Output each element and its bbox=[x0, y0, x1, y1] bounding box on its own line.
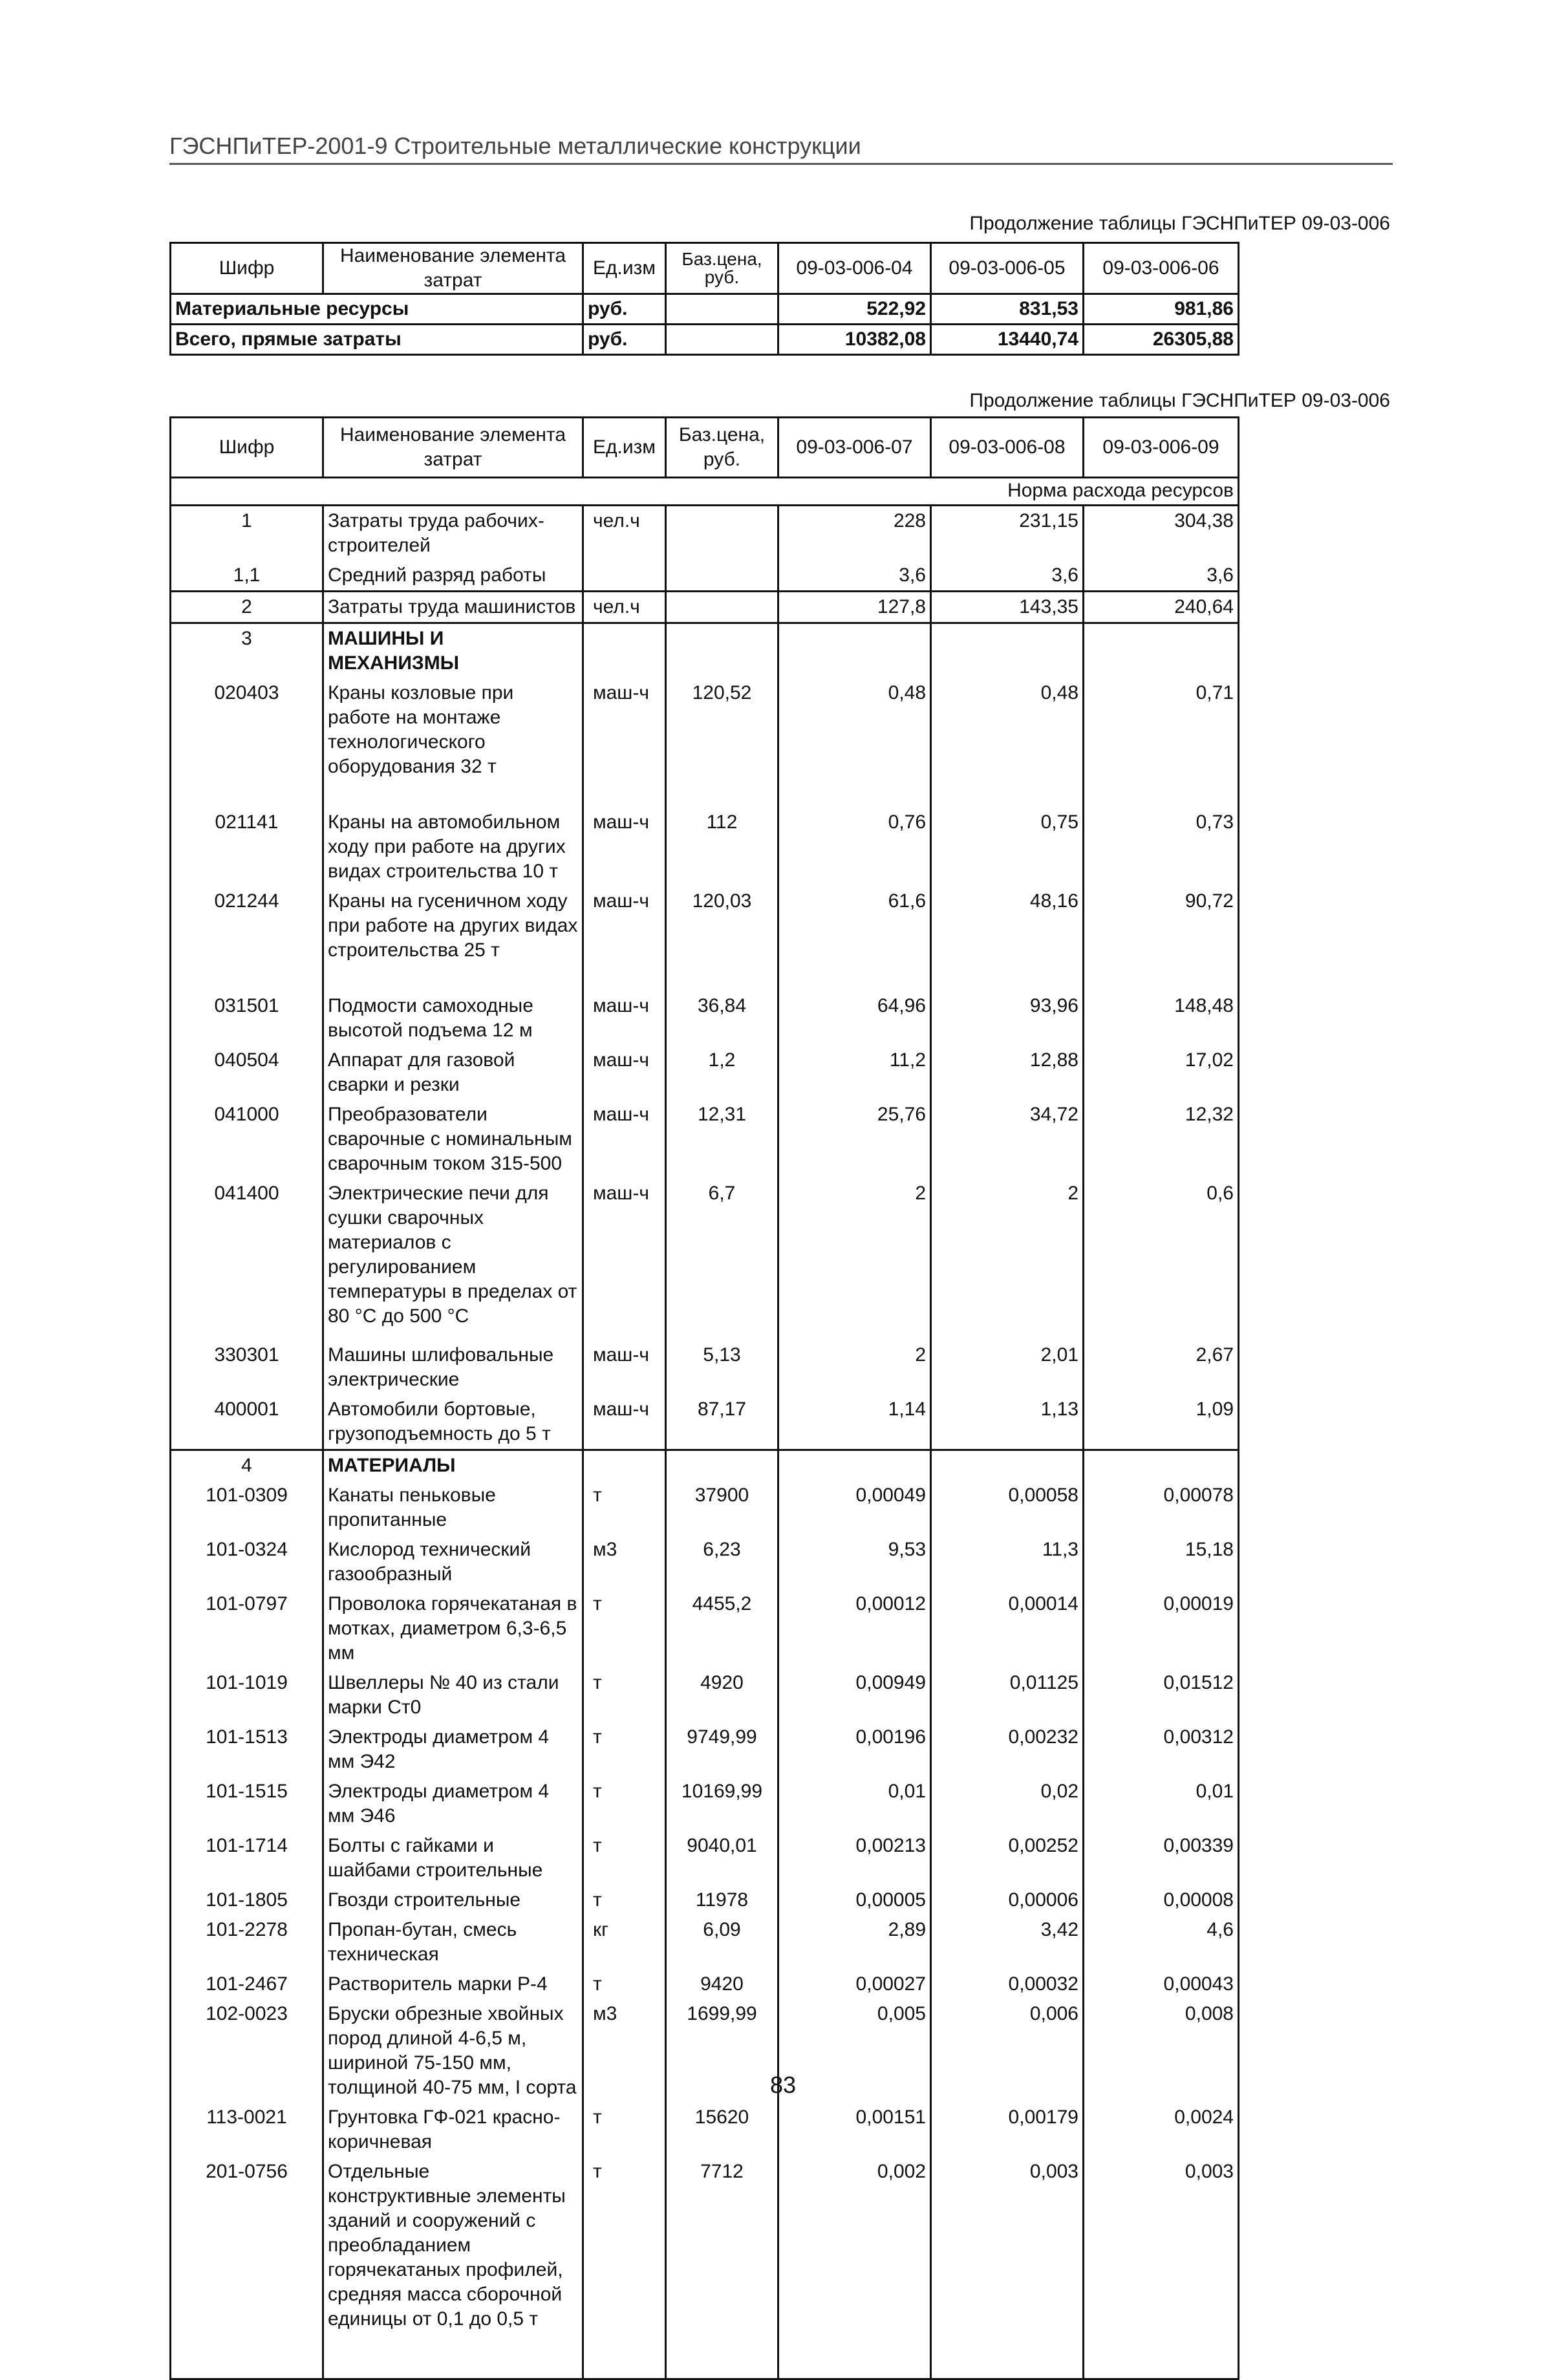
col-header-norm-05: 09-03-006-05 bbox=[931, 243, 1084, 294]
col-header-code: Шифр bbox=[171, 243, 323, 294]
row-unit: маш-ч bbox=[583, 1045, 666, 1100]
row-value-07: 0,005 bbox=[778, 1999, 931, 2103]
row-value-07: 3,6 bbox=[778, 561, 931, 592]
row-price: 37900 bbox=[666, 1481, 778, 1535]
row-price: 9040,01 bbox=[666, 1831, 778, 1885]
row-unit: т bbox=[583, 1589, 666, 1668]
row-price bbox=[666, 1450, 778, 1481]
row-code: 101-1513 bbox=[171, 1722, 323, 1777]
row-value-09: 17,02 bbox=[1084, 1045, 1239, 1100]
row-value-05: 13440,74 bbox=[931, 325, 1084, 355]
table-row bbox=[171, 1100, 1239, 1179]
table-row bbox=[171, 1722, 1239, 1777]
norm-label-row bbox=[171, 478, 1239, 506]
row-value-09: 0,00043 bbox=[1084, 1969, 1239, 1999]
row-value-09: 90,72 bbox=[1084, 886, 1239, 991]
row-value-09: 148,48 bbox=[1084, 991, 1239, 1045]
row-price: 11978 bbox=[666, 1885, 778, 1915]
row-price bbox=[666, 506, 778, 561]
page-number: 83 bbox=[769, 2072, 797, 2098]
row-price: 87,17 bbox=[666, 1395, 778, 1450]
row-value-08 bbox=[931, 1450, 1084, 1481]
row-value-08: 0,00179 bbox=[931, 2103, 1084, 2157]
table1-header-row bbox=[171, 243, 1239, 294]
col-header-price: Баз.цена, руб. bbox=[666, 418, 778, 478]
table-row bbox=[171, 1179, 1239, 1340]
row-code: 101-1805 bbox=[171, 1885, 323, 1915]
row-name: Бруски обрезные хвойных пород длиной 4-6,5 м, шириной 75-150 мм, толщиной 40-75 мм, I сорта bbox=[323, 1999, 583, 2103]
row-code: 101-1714 bbox=[171, 1831, 323, 1885]
row-unit: т bbox=[583, 1831, 666, 1885]
row-value-07: 2 bbox=[778, 1340, 931, 1395]
row-code: 041000 bbox=[171, 1100, 323, 1179]
row-value-09: 0,0024 bbox=[1084, 2103, 1239, 2157]
row-value-08: 0,00232 bbox=[931, 1722, 1084, 1777]
row-value-08: 0,01125 bbox=[931, 1668, 1084, 1722]
row-value-09: 0,00078 bbox=[1084, 1481, 1239, 1535]
col-header-price: Баз.цена, руб. bbox=[666, 243, 778, 294]
row-value-09: 0,73 bbox=[1084, 808, 1239, 886]
row-code: 040504 bbox=[171, 1045, 323, 1100]
table2-caption: Продолжение таблицы ГЭСНПиТЕР 09-03-006 bbox=[969, 390, 1390, 411]
row-value-07: 61,6 bbox=[778, 886, 931, 991]
row-value-08: 3,6 bbox=[931, 561, 1084, 592]
row-value-07: 0,76 bbox=[778, 808, 931, 886]
row-value-08: 0,003 bbox=[931, 2157, 1084, 2334]
row-value-07: 0,00049 bbox=[778, 1481, 931, 1535]
row-name: Растворитель марки Р-4 bbox=[323, 1969, 583, 1999]
row-name: МАТЕРИАЛЫ bbox=[323, 1450, 583, 1481]
row-value-04: 10382,08 bbox=[778, 325, 931, 355]
row-unit: т bbox=[583, 1777, 666, 1831]
row-value-09: 3,6 bbox=[1084, 561, 1239, 592]
table-row bbox=[171, 1535, 1239, 1589]
table-row bbox=[171, 561, 1239, 592]
row-price bbox=[666, 325, 778, 355]
table-row bbox=[171, 1395, 1239, 1450]
row-value-07: 228 bbox=[778, 506, 931, 561]
col-header-norm-04: 09-03-006-04 bbox=[778, 243, 931, 294]
row-price: 4455,2 bbox=[666, 1589, 778, 1668]
row-value-09: 0,00008 bbox=[1084, 1885, 1239, 1915]
table2-header-row bbox=[171, 418, 1239, 478]
row-unit: руб. bbox=[583, 325, 666, 355]
row-code: 3 bbox=[171, 623, 323, 679]
row-code: 102-0023 bbox=[171, 1999, 323, 2103]
row-unit: маш-ч bbox=[583, 1100, 666, 1179]
row-value-09: 240,64 bbox=[1084, 592, 1239, 623]
table-row bbox=[171, 1885, 1239, 1915]
row-value-08: 34,72 bbox=[931, 1100, 1084, 1179]
row-value-08: 0,00014 bbox=[931, 1589, 1084, 1668]
table-row bbox=[171, 886, 1239, 991]
row-value-07 bbox=[778, 1450, 931, 1481]
row-code: 020403 bbox=[171, 678, 323, 808]
row-value-07: 2,89 bbox=[778, 1915, 931, 1969]
row-value-09: 2,67 bbox=[1084, 1340, 1239, 1395]
row-name: Краны козловые при работе на монтаже технологического оборудования 32 т bbox=[323, 678, 583, 808]
row-name: Материальные ресурсы bbox=[171, 294, 583, 325]
row-price: 6,7 bbox=[666, 1179, 778, 1340]
row-value-09: 0,01512 bbox=[1084, 1668, 1239, 1722]
row-value-09: 12,32 bbox=[1084, 1100, 1239, 1179]
row-value-07: 9,53 bbox=[778, 1535, 931, 1589]
row-value-08: 93,96 bbox=[931, 991, 1084, 1045]
row-price: 10169,99 bbox=[666, 1777, 778, 1831]
row-value-08: 0,00032 bbox=[931, 1969, 1084, 1999]
row-value-08: 11,3 bbox=[931, 1535, 1084, 1589]
row-price: 15620 bbox=[666, 2103, 778, 2157]
page-header: ГЭСНПиТЕР-2001-9 Строительные металлические конструкции bbox=[169, 132, 1393, 165]
row-value-09: 0,00019 bbox=[1084, 1589, 1239, 1668]
table-row bbox=[171, 678, 1239, 808]
row-unit: маш-ч bbox=[583, 1340, 666, 1395]
col-header-name: Наименование элемента затрат bbox=[323, 418, 583, 478]
row-code: 041400 bbox=[171, 1179, 323, 1340]
row-name: Кислород технический газообразный bbox=[323, 1535, 583, 1589]
row-value-09: 0,003 bbox=[1084, 2157, 1239, 2334]
table-row bbox=[171, 1045, 1239, 1100]
row-value-07: 64,96 bbox=[778, 991, 931, 1045]
summary-table bbox=[169, 242, 1239, 356]
row-price bbox=[666, 623, 778, 679]
table-row bbox=[171, 506, 1239, 561]
row-value-09 bbox=[1084, 623, 1239, 679]
row-code: 113-0021 bbox=[171, 2103, 323, 2157]
table-filler-row bbox=[171, 2334, 1239, 2379]
row-value-08: 0,006 bbox=[931, 1999, 1084, 2103]
row-value-07: 127,8 bbox=[778, 592, 931, 623]
col-header-norm-09: 09-03-006-09 bbox=[1084, 418, 1239, 478]
row-value-08: 0,75 bbox=[931, 808, 1084, 886]
row-value-07: 0,00027 bbox=[778, 1969, 931, 1999]
row-name: Краны на автомобильном ходу при работе на других видах строительства 10 т bbox=[323, 808, 583, 886]
row-code: 021244 bbox=[171, 886, 323, 991]
row-value-08: 2,01 bbox=[931, 1340, 1084, 1395]
table-row bbox=[171, 2103, 1239, 2157]
row-code: 101-0797 bbox=[171, 1589, 323, 1668]
row-value-07: 0,002 bbox=[778, 2157, 931, 2334]
row-value-07: 25,76 bbox=[778, 1100, 931, 1179]
row-value-08: 0,02 bbox=[931, 1777, 1084, 1831]
row-name: Электроды диаметром 4 мм Э42 bbox=[323, 1722, 583, 1777]
row-name: Канаты пеньковые пропитанные bbox=[323, 1481, 583, 1535]
section-row bbox=[171, 1450, 1239, 1481]
row-unit: т bbox=[583, 2103, 666, 2157]
row-value-09: 0,71 bbox=[1084, 678, 1239, 808]
row-value-08: 1,13 bbox=[931, 1395, 1084, 1450]
row-code: 1,1 bbox=[171, 561, 323, 592]
row-price: 4920 bbox=[666, 1668, 778, 1722]
row-code: 1 bbox=[171, 506, 323, 561]
row-value-08: 0,00006 bbox=[931, 1885, 1084, 1915]
row-unit: маш-ч bbox=[583, 1179, 666, 1340]
row-value-04: 522,92 bbox=[778, 294, 931, 325]
row-unit: маш-ч bbox=[583, 886, 666, 991]
row-unit: т bbox=[583, 1481, 666, 1535]
table-row bbox=[171, 1589, 1239, 1668]
row-value-07: 0,00151 bbox=[778, 2103, 931, 2157]
row-name: Электрические печи для сушки сварочных материалов с регулированием температуры в пределах от 80 °С до 500 °С bbox=[323, 1179, 583, 1340]
row-value-08 bbox=[931, 623, 1084, 679]
table-row bbox=[171, 808, 1239, 886]
row-code: 4 bbox=[171, 1450, 323, 1481]
table-row bbox=[171, 1831, 1239, 1885]
col-header-unit: Ед.изм bbox=[583, 418, 666, 478]
table-row bbox=[171, 1777, 1239, 1831]
row-name: Автомобили бортовые, грузоподъемность до 5 т bbox=[323, 1395, 583, 1450]
row-value-07: 0,00012 bbox=[778, 1589, 931, 1668]
row-name: МАШИНЫ И МЕХАНИЗМЫ bbox=[323, 623, 583, 679]
row-code: 101-1515 bbox=[171, 1777, 323, 1831]
table-row bbox=[171, 592, 1239, 623]
row-value-09: 1,09 bbox=[1084, 1395, 1239, 1450]
norm-label: Норма расхода ресурсов bbox=[171, 478, 1239, 506]
row-unit: т bbox=[583, 1969, 666, 1999]
row-name: Подмости самоходные высотой подъема 12 м bbox=[323, 991, 583, 1045]
table-row bbox=[171, 294, 1239, 325]
row-value-07: 0,00005 bbox=[778, 1885, 931, 1915]
row-value-08: 143,35 bbox=[931, 592, 1084, 623]
row-price bbox=[666, 561, 778, 592]
row-value-05: 831,53 bbox=[931, 294, 1084, 325]
row-price: 5,13 bbox=[666, 1340, 778, 1395]
row-unit bbox=[583, 623, 666, 679]
row-price: 120,52 bbox=[666, 678, 778, 808]
row-unit: маш-ч bbox=[583, 1395, 666, 1450]
row-code: 021141 bbox=[171, 808, 323, 886]
section-row bbox=[171, 623, 1239, 679]
table-row bbox=[171, 1668, 1239, 1722]
row-code: 101-0324 bbox=[171, 1535, 323, 1589]
row-unit: чел.ч bbox=[583, 592, 666, 623]
row-name: Краны на гусеничном ходу при работе на других видах строительства 25 т bbox=[323, 886, 583, 991]
table-row bbox=[171, 325, 1239, 355]
row-unit: чел.ч bbox=[583, 506, 666, 561]
col-header-code: Шифр bbox=[171, 418, 323, 478]
row-value-07 bbox=[778, 623, 931, 679]
row-code: 101-0309 bbox=[171, 1481, 323, 1535]
row-price: 36,84 bbox=[666, 991, 778, 1045]
row-value-08: 0,00058 bbox=[931, 1481, 1084, 1535]
table-row bbox=[171, 1969, 1239, 1999]
row-name: Затраты труда машинистов bbox=[323, 592, 583, 623]
row-name: Проволока горячекатаная в мотках, диаметром 6,3-6,5 мм bbox=[323, 1589, 583, 1668]
col-header-norm-07: 09-03-006-07 bbox=[778, 418, 931, 478]
col-header-norm-06: 09-03-006-06 bbox=[1084, 243, 1239, 294]
row-value-08: 2 bbox=[931, 1179, 1084, 1340]
row-value-07: 11,2 bbox=[778, 1045, 931, 1100]
row-name: Средний разряд работы bbox=[323, 561, 583, 592]
row-price: 12,31 bbox=[666, 1100, 778, 1179]
row-price: 6,09 bbox=[666, 1915, 778, 1969]
row-name: Всего, прямые затраты bbox=[171, 325, 583, 355]
row-code: 101-1019 bbox=[171, 1668, 323, 1722]
row-price: 120,03 bbox=[666, 886, 778, 991]
row-price: 9749,99 bbox=[666, 1722, 778, 1777]
row-value-09: 0,01 bbox=[1084, 1777, 1239, 1831]
row-value-07: 0,00196 bbox=[778, 1722, 931, 1777]
row-value-07: 2 bbox=[778, 1179, 931, 1340]
table-row bbox=[171, 1915, 1239, 1969]
row-value-06: 981,86 bbox=[1084, 294, 1239, 325]
row-unit bbox=[583, 1450, 666, 1481]
row-value-08: 12,88 bbox=[931, 1045, 1084, 1100]
row-unit: т bbox=[583, 1885, 666, 1915]
row-value-06: 26305,88 bbox=[1084, 325, 1239, 355]
row-value-07: 0,00213 bbox=[778, 1831, 931, 1885]
row-value-08: 3,42 bbox=[931, 1915, 1084, 1969]
row-unit: маш-ч bbox=[583, 678, 666, 808]
row-price: 1,2 bbox=[666, 1045, 778, 1100]
row-price: 6,23 bbox=[666, 1535, 778, 1589]
row-value-09: 0,00312 bbox=[1084, 1722, 1239, 1777]
row-price: 7712 bbox=[666, 2157, 778, 2334]
row-name: Аппарат для газовой сварки и резки bbox=[323, 1045, 583, 1100]
table-row bbox=[171, 2157, 1239, 2334]
row-value-07: 0,00949 bbox=[778, 1668, 931, 1722]
col-header-unit: Ед.изм bbox=[583, 243, 666, 294]
row-unit: маш-ч bbox=[583, 808, 666, 886]
table1-caption: Продолжение таблицы ГЭСНПиТЕР 09-03-006 bbox=[969, 213, 1390, 234]
row-value-08: 231,15 bbox=[931, 506, 1084, 561]
row-value-08: 48,16 bbox=[931, 886, 1084, 991]
row-value-07: 0,01 bbox=[778, 1777, 931, 1831]
row-value-08: 0,00252 bbox=[931, 1831, 1084, 1885]
row-value-07: 0,48 bbox=[778, 678, 931, 808]
row-name: Швеллеры № 40 из стали марки Ст0 bbox=[323, 1668, 583, 1722]
row-value-09: 304,38 bbox=[1084, 506, 1239, 561]
row-name: Отдельные конструктивные элементы зданий и сооружений с преобладанием горячекатаных профилей, средняя масса сборочной единицы от 0,1 до 0,5 т bbox=[323, 2157, 583, 2334]
row-unit bbox=[583, 561, 666, 592]
row-value-09: 0,6 bbox=[1084, 1179, 1239, 1340]
row-unit: м3 bbox=[583, 1999, 666, 2103]
row-name: Затраты труда рабочих-строителей bbox=[323, 506, 583, 561]
row-name: Электроды диаметром 4 мм Э46 bbox=[323, 1777, 583, 1831]
row-name: Пропан-бутан, смесь техническая bbox=[323, 1915, 583, 1969]
row-unit: т bbox=[583, 1722, 666, 1777]
row-code: 101-2278 bbox=[171, 1915, 323, 1969]
row-code: 031501 bbox=[171, 991, 323, 1045]
row-value-08: 0,48 bbox=[931, 678, 1084, 808]
row-value-09: 0,008 bbox=[1084, 1999, 1239, 2103]
row-unit: т bbox=[583, 2157, 666, 2334]
row-code: 400001 bbox=[171, 1395, 323, 1450]
table-row bbox=[171, 1481, 1239, 1535]
row-value-09: 4,6 bbox=[1084, 1915, 1239, 1969]
row-code: 101-2467 bbox=[171, 1969, 323, 1999]
row-unit: т bbox=[583, 1668, 666, 1722]
row-unit: кг bbox=[583, 1915, 666, 1969]
row-value-07: 1,14 bbox=[778, 1395, 931, 1450]
row-price: 9420 bbox=[666, 1969, 778, 1999]
col-header-norm-08: 09-03-006-08 bbox=[931, 418, 1084, 478]
row-value-09: 15,18 bbox=[1084, 1535, 1239, 1589]
table-row bbox=[171, 991, 1239, 1045]
row-name: Болты с гайками и шайбами строительные bbox=[323, 1831, 583, 1885]
row-code: 201-0756 bbox=[171, 2157, 323, 2334]
row-name: Машины шлифовальные электрические bbox=[323, 1340, 583, 1395]
row-value-09: 0,00339 bbox=[1084, 1831, 1239, 1885]
row-unit: маш-ч bbox=[583, 991, 666, 1045]
row-name: Гвозди строительные bbox=[323, 1885, 583, 1915]
row-price bbox=[666, 294, 778, 325]
row-price: 112 bbox=[666, 808, 778, 886]
row-code: 330301 bbox=[171, 1340, 323, 1395]
row-value-09 bbox=[1084, 1450, 1239, 1481]
row-unit: руб. bbox=[583, 294, 666, 325]
row-price: 1699,99 bbox=[666, 1999, 778, 2103]
row-code: 2 bbox=[171, 592, 323, 623]
row-unit: м3 bbox=[583, 1535, 666, 1589]
row-name: Преобразователи сварочные с номинальным сварочным током 315-500 bbox=[323, 1100, 583, 1179]
table-row bbox=[171, 1340, 1239, 1395]
row-price bbox=[666, 592, 778, 623]
col-header-name: Наименование элемента затрат bbox=[323, 243, 583, 294]
row-name: Грунтовка ГФ-021 красно-коричневая bbox=[323, 2103, 583, 2157]
